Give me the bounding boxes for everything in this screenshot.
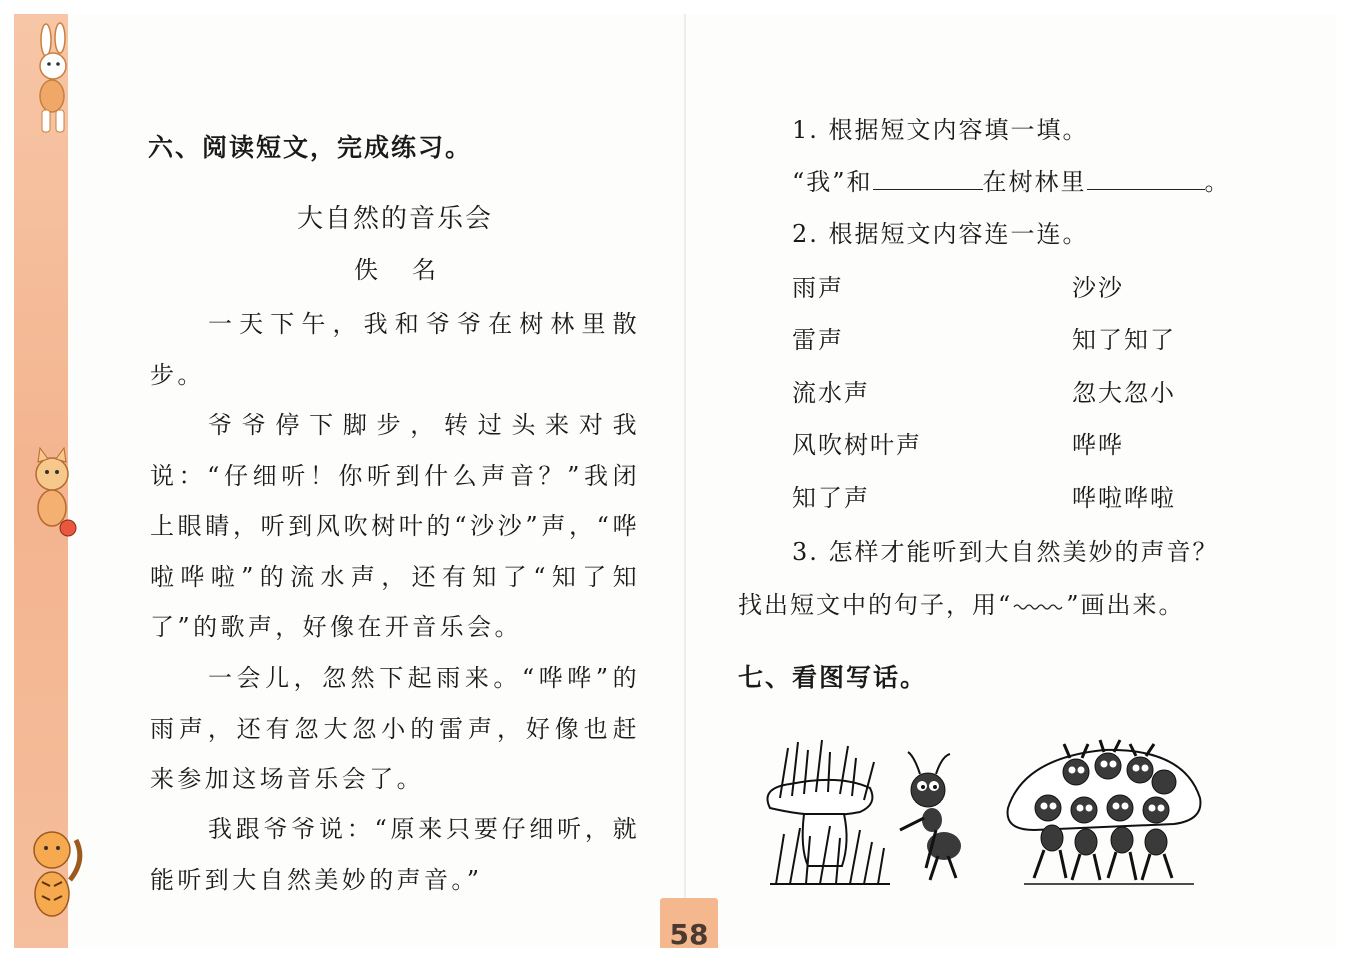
question-1-label: 1. 根据短文内容填一填。 — [792, 116, 1089, 144]
question-3-line-1: 3. 怎样才能听到大自然美妙的声音？ — [792, 538, 1219, 566]
page-number: 58 — [669, 918, 709, 951]
match-right-item[interactable]: 知了知了 — [1072, 326, 1176, 354]
grass-mushroom-ant-illustration — [760, 738, 990, 888]
story-paragraph-3: 一会儿，忽然下起雨来。“哗哗”的雨声，还有忽大忽小的雷声，好像也赶来参加这场音乐会了。 — [150, 664, 640, 794]
section-6-title: 六、阅读短文，完成练习。 — [148, 133, 473, 162]
match-left-item[interactable]: 流水声 — [792, 379, 870, 407]
question-3-text-b: ”画出来。 — [1066, 591, 1185, 619]
question-3-text-a: 找出短文中的句子，用“ — [738, 591, 1013, 619]
match-right-item[interactable]: 哗哗 — [1072, 431, 1124, 459]
question-1-text-a: “我”和 — [792, 168, 873, 196]
match-right-item[interactable]: 忽大忽小 — [1072, 379, 1176, 407]
answer-blank-2[interactable] — [1087, 167, 1205, 190]
story-paragraph-1: 一天下午，我和爷爷在树林里散步。 — [150, 310, 640, 389]
question-1-text-end: 。 — [1204, 168, 1231, 196]
match-left-item[interactable]: 知了声 — [792, 484, 870, 512]
match-left-item[interactable]: 雨声 — [792, 274, 844, 302]
story-paragraph-2: 爷爷停下脚步，转过头来对我说：“仔细听！你听到什么声音？”我闭上眼睛，听到风吹树叶的“沙沙”声，“哗啦哗啦”的流水声，还有知了“知了知了”的歌声，好像在开音乐会。 — [150, 411, 640, 642]
page-gutter — [684, 14, 686, 948]
story-title: 大自然的音乐会 — [296, 204, 493, 234]
tiger-icon — [16, 810, 88, 940]
story-author: 佚名 — [354, 256, 470, 284]
section-7-title: 七、看图写话。 — [738, 663, 928, 692]
wavy-line-icon — [1012, 601, 1066, 613]
match-left-item[interactable]: 风吹树叶声 — [792, 431, 922, 459]
story-paragraph-4: 我跟爷爷说：“原来只要仔细听，就能听到大自然美妙的声音。” — [150, 815, 640, 894]
rabbit-icon — [16, 22, 88, 142]
match-left-item[interactable]: 雷声 — [792, 326, 844, 354]
cat-icon — [16, 444, 88, 544]
match-right-item[interactable]: 哗啦哗啦 — [1072, 484, 1176, 512]
question-1-text-b: 在树林里 — [982, 168, 1087, 196]
question-2-label: 2. 根据短文内容连一连。 — [792, 220, 1089, 248]
answer-blank-1[interactable] — [873, 167, 983, 190]
question-1-fill-line — [792, 162, 1231, 197]
question-3-line-2 — [738, 585, 1185, 620]
ants-carrying-mushroom-illustration — [1004, 738, 1206, 888]
match-right-item[interactable]: 沙沙 — [1072, 274, 1124, 302]
